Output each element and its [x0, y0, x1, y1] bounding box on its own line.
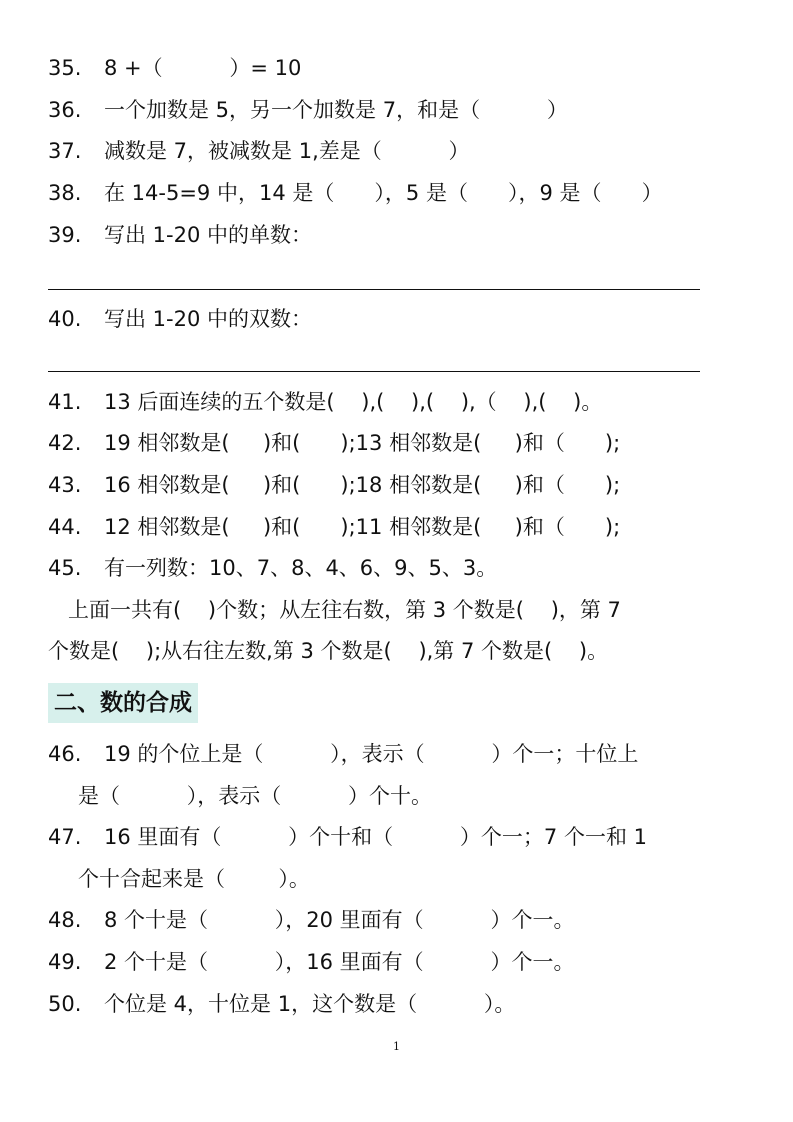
question-45-continuation-1: 上面一共有( )个数；从左往右数，第 3 个数是( )，第 7: [68, 598, 621, 622]
question-44: 44. 12 相邻数是( )和( );11 相邻数是( )和（ );: [48, 515, 621, 539]
answer-line-39: [48, 289, 700, 290]
question-41: 41. 13 后面连续的五个数是( ),( ),( ),（ ),( )。: [48, 390, 603, 414]
question-38: 38. 在 14-5=9 中，14 是（ ），5 是（ ），9 是（ ）: [48, 181, 663, 205]
question-46: 46. 19 的个位上是（ ），表示（ ）个一；十位上: [48, 742, 639, 766]
question-40: 40. 写出 1-20 中的双数：: [48, 307, 313, 331]
question-48: 48. 8 个十是（ ），20 里面有（ ）个一。: [48, 908, 575, 932]
question-47-continuation: 个十合起来是（ ）。: [78, 867, 310, 891]
question-45-continuation-2: 个数是( );从右往左数,第 3 个数是( ),第 7 个数是( )。: [48, 639, 609, 663]
question-46-continuation: 是（ ），表示（ ）个十。: [78, 784, 433, 808]
question-39: 39. 写出 1-20 中的单数：: [48, 223, 313, 247]
question-43: 43. 16 相邻数是( )和( );18 相邻数是( )和（ );: [48, 473, 621, 497]
question-35: 35. 8 +（ ）= 10: [48, 56, 302, 80]
question-42: 42. 19 相邻数是( )和( );13 相邻数是( )和（ );: [48, 431, 621, 455]
question-45: 45. 有一列数：10、7、8、4、6、9、5、3。: [48, 556, 498, 580]
question-36: 36. 一个加数是 5，另一个加数是 7，和是（ ）: [48, 98, 568, 122]
answer-line-40: [48, 371, 700, 372]
section-title: 二、数的合成: [48, 683, 198, 723]
question-50: 50. 个位是 4，十位是 1，这个数是（ ）。: [48, 992, 516, 1016]
question-37: 37. 减数是 7，被减数是 1,差是（ ）: [48, 139, 470, 163]
question-49: 49. 2 个十是（ ），16 里面有（ ）个一。: [48, 950, 575, 974]
page-number: 1: [393, 1040, 400, 1053]
question-47: 47. 16 里面有（ ）个十和（ ）个一；7 个一和 1: [48, 825, 647, 849]
